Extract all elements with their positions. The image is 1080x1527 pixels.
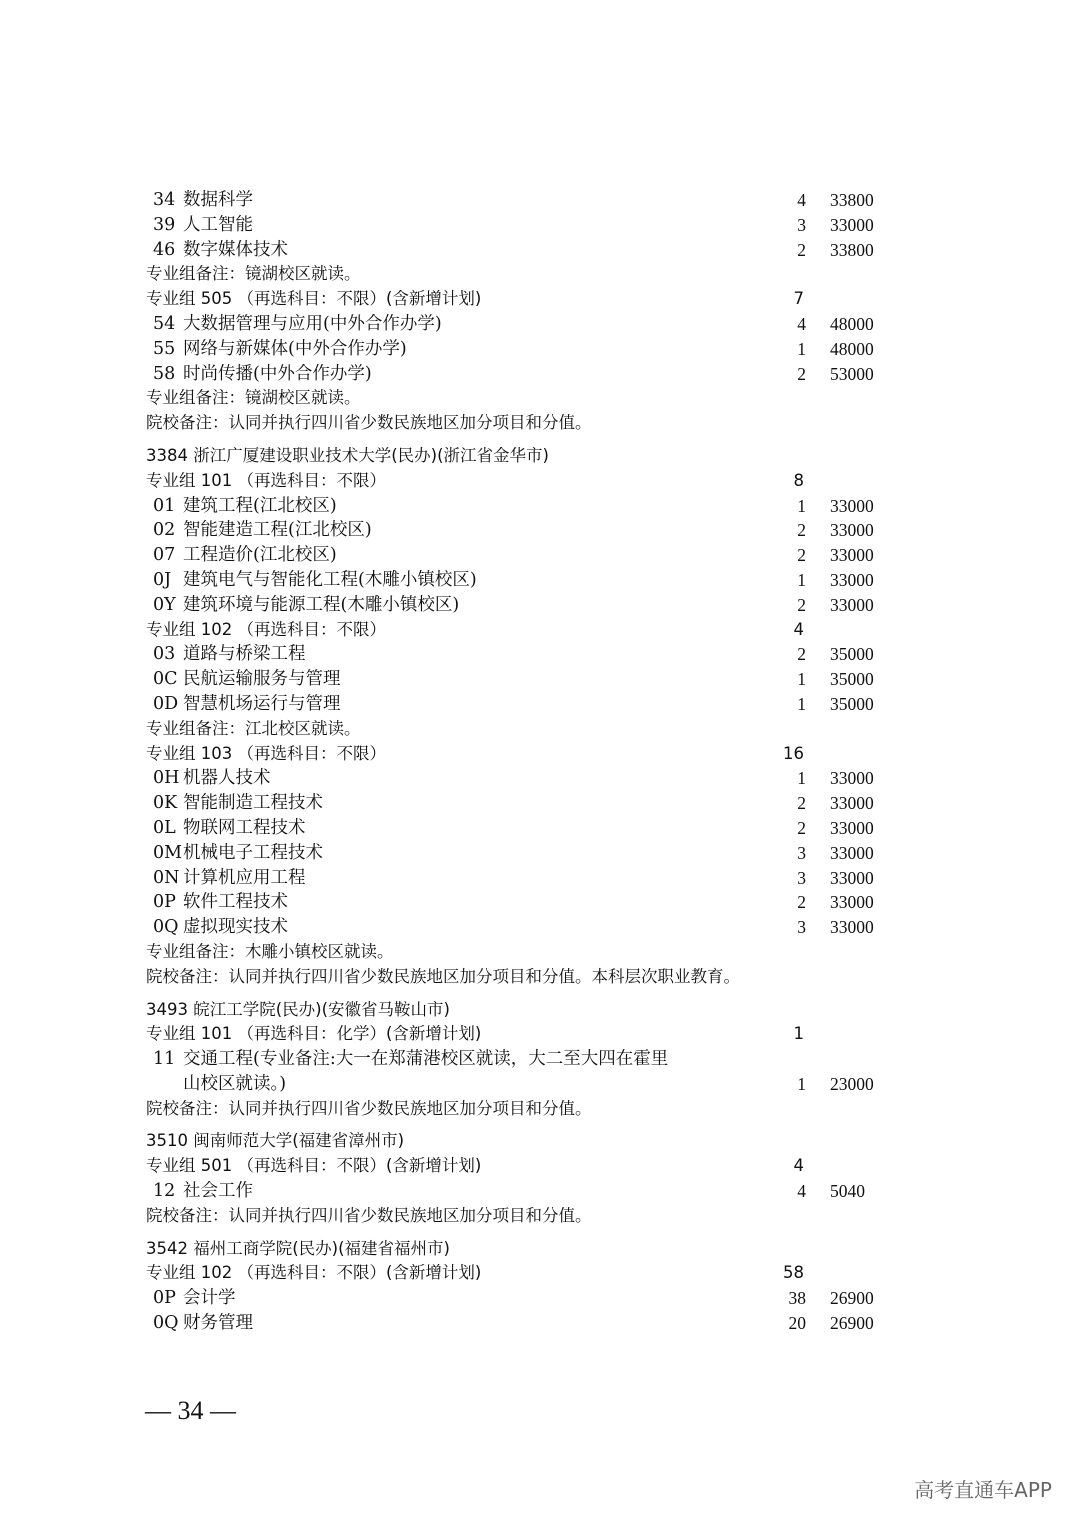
major-line — [0, 791, 1080, 816]
major-name: 数据科学 — [183, 190, 253, 210]
tuition-fee: 33000 — [830, 495, 874, 516]
major-code: 0Q — [153, 1313, 179, 1334]
major-line — [0, 238, 1080, 263]
document-body — [0, 188, 1080, 1336]
group-title: 专业组 103 （再选科目：不限） — [146, 743, 386, 763]
major-name: 虚拟现实技术 — [183, 917, 288, 938]
tuition-fee: 33000 — [830, 594, 874, 615]
major-name: 智慧机场运行与管理 — [183, 693, 341, 714]
note-line — [0, 717, 1080, 742]
group-line — [0, 618, 1080, 643]
tuition-fee: 33000 — [830, 569, 874, 590]
major-label — [153, 766, 271, 791]
major-line — [0, 1179, 1080, 1204]
group-line — [0, 1154, 1080, 1179]
plan-count: 1 — [797, 669, 806, 690]
note-value: 认同并执行四川省少数民族地区加分项目和分值。 — [228, 413, 592, 433]
major-line — [0, 642, 1080, 667]
school-title: 3510 闽南师范大学(福建省漳州市) — [146, 1131, 405, 1151]
major-name: 智能建造工程(江北校区) — [183, 520, 372, 541]
major-code: 0Q — [153, 917, 179, 938]
major-line — [0, 593, 1080, 618]
major-label — [153, 188, 253, 213]
major-line — [0, 667, 1080, 692]
tuition-fee: 5040 — [830, 1181, 865, 1202]
major-line — [0, 518, 1080, 543]
major-name: 人工智能 — [183, 214, 253, 235]
plan-count: 8 — [793, 470, 804, 490]
major-code: 02 — [153, 520, 176, 541]
tuition-fee: 33000 — [830, 817, 874, 838]
note-line — [0, 262, 1080, 287]
note-value: 镜湖校区就读。 — [245, 388, 361, 408]
major-code: 0N — [153, 867, 180, 888]
plan-count: 3 — [797, 867, 806, 888]
major-name: 软件工程技术 — [183, 892, 288, 913]
major-label — [153, 915, 288, 940]
major-label — [153, 238, 288, 263]
major-code: 01 — [153, 495, 176, 516]
plan-count: 16 — [783, 743, 804, 763]
note-label — [146, 411, 592, 436]
plan-count: 2 — [797, 239, 806, 260]
tuition-fee: 26900 — [830, 1288, 874, 1309]
plan-count: 2 — [797, 363, 806, 384]
tuition-fee: 33000 — [830, 214, 874, 235]
major-label — [153, 866, 306, 891]
major-line — [0, 494, 1080, 519]
major-line — [0, 915, 1080, 940]
major-code: 0K — [153, 793, 178, 814]
major-line — [0, 841, 1080, 866]
note-value: 木雕小镇校区就读。 — [245, 941, 394, 961]
major-line — [0, 1286, 1080, 1311]
note-key: 专业组备注： — [146, 718, 245, 738]
plan-count: 1 — [797, 569, 806, 590]
major-name: 会计学 — [183, 1288, 236, 1309]
tuition-fee: 33000 — [830, 867, 874, 888]
major-label — [153, 841, 323, 866]
note-label — [146, 262, 361, 287]
note-line — [0, 965, 1080, 990]
school-line — [0, 1129, 1080, 1154]
tuition-fee: 33000 — [830, 917, 874, 938]
major-line — [0, 866, 1080, 891]
note-label — [146, 1204, 592, 1229]
major-label — [153, 1047, 668, 1072]
plan-count: 4 — [797, 190, 806, 210]
major-label — [153, 494, 337, 519]
tuition-fee: 33000 — [830, 842, 874, 863]
major-line — [0, 766, 1080, 791]
plan-count: 2 — [797, 594, 806, 615]
major-label — [153, 337, 407, 362]
note-label — [146, 1097, 592, 1122]
note-key: 院校备注： — [146, 413, 229, 433]
cont-title: 山校区就读。) — [183, 1073, 287, 1094]
tuition-fee: 33000 — [830, 793, 874, 814]
major-label — [153, 791, 323, 816]
group-title: 专业组 102 （再选科目：不限） — [146, 619, 386, 639]
plan-count: 1 — [797, 693, 806, 714]
note-line — [0, 940, 1080, 965]
plan-count: 4 — [797, 313, 806, 334]
major-line — [0, 1311, 1080, 1336]
tuition-fee: 33000 — [830, 768, 874, 789]
major-code: 54 — [153, 313, 176, 334]
major-line — [0, 188, 1080, 213]
group-line — [0, 742, 1080, 767]
plan-count: 2 — [797, 520, 806, 541]
major-code: 0P — [153, 892, 176, 913]
school-title: 3384 浙江广厦建设职业技术大学(民办)(浙江省金华市) — [146, 445, 549, 465]
major-label — [153, 890, 288, 915]
tuition-fee: 48000 — [830, 313, 874, 334]
note-value: 认同并执行四川省少数民族地区加分项目和分值。本科层次职业教育。 — [228, 966, 740, 986]
major-name: 道路与桥梁工程 — [183, 644, 306, 665]
major-name: 物联网工程技术 — [183, 817, 306, 838]
tuition-fee: 48000 — [830, 338, 874, 359]
note-label — [146, 386, 361, 411]
plan-count: 38 — [788, 1288, 806, 1309]
plan-count: 3 — [797, 214, 806, 235]
major-line — [0, 816, 1080, 841]
major-name: 建筑工程(江北校区) — [183, 495, 337, 516]
major-name: 建筑电气与智能化工程(木雕小镇校区) — [183, 569, 477, 590]
major-code: 07 — [153, 545, 176, 566]
major-name: 工程造价(江北校区) — [183, 545, 337, 566]
school-line — [0, 998, 1080, 1023]
major-code: 0D — [153, 693, 179, 714]
note-label — [146, 717, 361, 742]
note-label — [146, 940, 394, 965]
note-line — [0, 411, 1080, 436]
tuition-fee: 33000 — [830, 545, 874, 566]
note-key: 专业组备注： — [146, 264, 245, 284]
major-code: 46 — [153, 239, 176, 260]
watermark-text: 高考直通车APP — [914, 1478, 1052, 1502]
major-code: 0Y — [153, 594, 176, 615]
group-title: 专业组 501 （再选科目：不限）(含新增计划) — [146, 1156, 482, 1176]
major-label — [153, 543, 337, 568]
major-name: 社会工作 — [183, 1181, 253, 1202]
major-name: 交通工程(专业备注:大一在郑蒲港校区就读，大二至大四在霍里 — [183, 1049, 669, 1070]
major-label — [153, 362, 372, 387]
major-code: 0H — [153, 768, 180, 789]
plan-count: 20 — [788, 1313, 806, 1334]
major-line — [0, 890, 1080, 915]
note-key: 专业组备注： — [146, 388, 245, 408]
plan-count: 3 — [797, 917, 806, 938]
major-line — [0, 213, 1080, 238]
note-value: 镜湖校区就读。 — [245, 264, 361, 284]
plan-count: 3 — [797, 842, 806, 863]
major-code: 0J — [153, 569, 172, 590]
major-label — [153, 213, 253, 238]
major-line — [0, 692, 1080, 717]
plan-count: 2 — [797, 793, 806, 814]
note-line — [0, 386, 1080, 411]
plan-count: 4 — [793, 619, 804, 639]
plan-count: 4 — [797, 1181, 806, 1202]
major-name: 智能制造工程技术 — [183, 793, 323, 814]
tuition-fee: 53000 — [830, 363, 874, 384]
group-title: 专业组 101 （再选科目：不限） — [146, 470, 386, 490]
major-label — [153, 667, 341, 692]
major-label — [153, 568, 477, 593]
tuition-fee: 35000 — [830, 669, 874, 690]
major-name: 时尚传播(中外合作办学) — [183, 363, 372, 384]
group-line — [0, 1022, 1080, 1047]
tuition-fee: 26900 — [830, 1313, 874, 1334]
major-label — [153, 1286, 236, 1311]
major-line — [0, 362, 1080, 387]
note-key: 专业组备注： — [146, 941, 245, 961]
major-label — [153, 312, 442, 337]
major-code: 03 — [153, 644, 176, 665]
major-name: 数字媒体技术 — [183, 239, 288, 260]
major-code: 0L — [153, 817, 176, 838]
major-line — [0, 543, 1080, 568]
major-name: 建筑环境与能源工程(木雕小镇校区) — [183, 594, 460, 615]
tuition-fee: 33800 — [830, 239, 874, 260]
major-label — [153, 642, 306, 667]
major-code: 58 — [153, 363, 176, 384]
note-label — [146, 965, 740, 990]
major-line — [0, 1047, 1080, 1072]
major-code: 0M — [153, 842, 183, 863]
major-line — [0, 568, 1080, 593]
group-line — [0, 469, 1080, 494]
note-value: 认同并执行四川省少数民族地区加分项目和分值。 — [228, 1205, 592, 1225]
note-line — [0, 1097, 1080, 1122]
group-title: 专业组 505 （再选科目：不限）(含新增计划) — [146, 289, 482, 309]
tuition-fee: 33800 — [830, 190, 874, 210]
group-line — [0, 287, 1080, 312]
note-key: 院校备注： — [146, 966, 229, 986]
school-line — [0, 444, 1080, 469]
major-name: 财务管理 — [183, 1313, 253, 1334]
major-label — [153, 816, 306, 841]
plan-count: 2 — [797, 545, 806, 566]
major-name: 网络与新媒体(中外合作办学) — [183, 338, 407, 359]
plan-count: 58 — [783, 1263, 804, 1283]
major-code: 0C — [153, 669, 178, 690]
tuition-fee: 35000 — [830, 693, 874, 714]
note-value: 江北校区就读。 — [245, 718, 361, 738]
plan-count: 7 — [793, 289, 804, 309]
major-name: 机器人技术 — [183, 768, 271, 789]
major-line — [0, 337, 1080, 362]
major-line — [0, 312, 1080, 337]
school-title: 3542 福州工商学院(民办)(福建省福州市) — [146, 1238, 450, 1258]
note-key: 院校备注： — [146, 1205, 229, 1225]
group-title: 专业组 102 （再选科目：不限）(含新增计划) — [146, 1263, 482, 1283]
page-number: — 34 — — [145, 1396, 236, 1425]
tuition-fee: 33000 — [830, 520, 874, 541]
major-name: 计算机应用工程 — [183, 867, 306, 888]
note-value: 认同并执行四川省少数民族地区加分项目和分值。 — [228, 1098, 592, 1118]
major-code: 34 — [153, 190, 176, 210]
major-label — [153, 692, 341, 717]
plan-count: 4 — [793, 1156, 804, 1176]
group-line — [0, 1261, 1080, 1286]
plan-count: 2 — [797, 644, 806, 665]
major-label — [153, 1179, 253, 1204]
major-code: 12 — [153, 1181, 176, 1202]
major-code: 0P — [153, 1288, 176, 1309]
school-line — [0, 1237, 1080, 1262]
major-label — [153, 593, 459, 618]
note-line — [0, 1204, 1080, 1229]
plan-count: 1 — [797, 768, 806, 789]
major-name: 机械电子工程技术 — [183, 842, 323, 863]
plan-count: 1 — [797, 338, 806, 359]
major-code: 55 — [153, 338, 176, 359]
school-title: 3493 皖江工学院(民办)(安徽省马鞍山市) — [146, 999, 450, 1019]
major-code: 11 — [153, 1049, 176, 1070]
plan-count: 1 — [793, 1024, 804, 1044]
group-title: 专业组 101 （再选科目：化学）(含新增计划) — [146, 1024, 482, 1044]
major-label — [153, 1311, 253, 1336]
major-code: 39 — [153, 214, 176, 235]
plan-count: 2 — [797, 817, 806, 838]
tuition-fee: 23000 — [830, 1073, 874, 1094]
cont-line — [0, 1072, 1080, 1097]
major-name: 民航运输服务与管理 — [183, 669, 341, 690]
plan-count: 2 — [797, 892, 806, 913]
major-label — [153, 518, 372, 543]
tuition-fee: 33000 — [830, 892, 874, 913]
plan-count: 1 — [797, 495, 806, 516]
plan-count: 1 — [797, 1073, 806, 1094]
note-key: 院校备注： — [146, 1098, 229, 1118]
major-name: 大数据管理与应用(中外合作办学) — [183, 313, 442, 334]
tuition-fee: 35000 — [830, 644, 874, 665]
